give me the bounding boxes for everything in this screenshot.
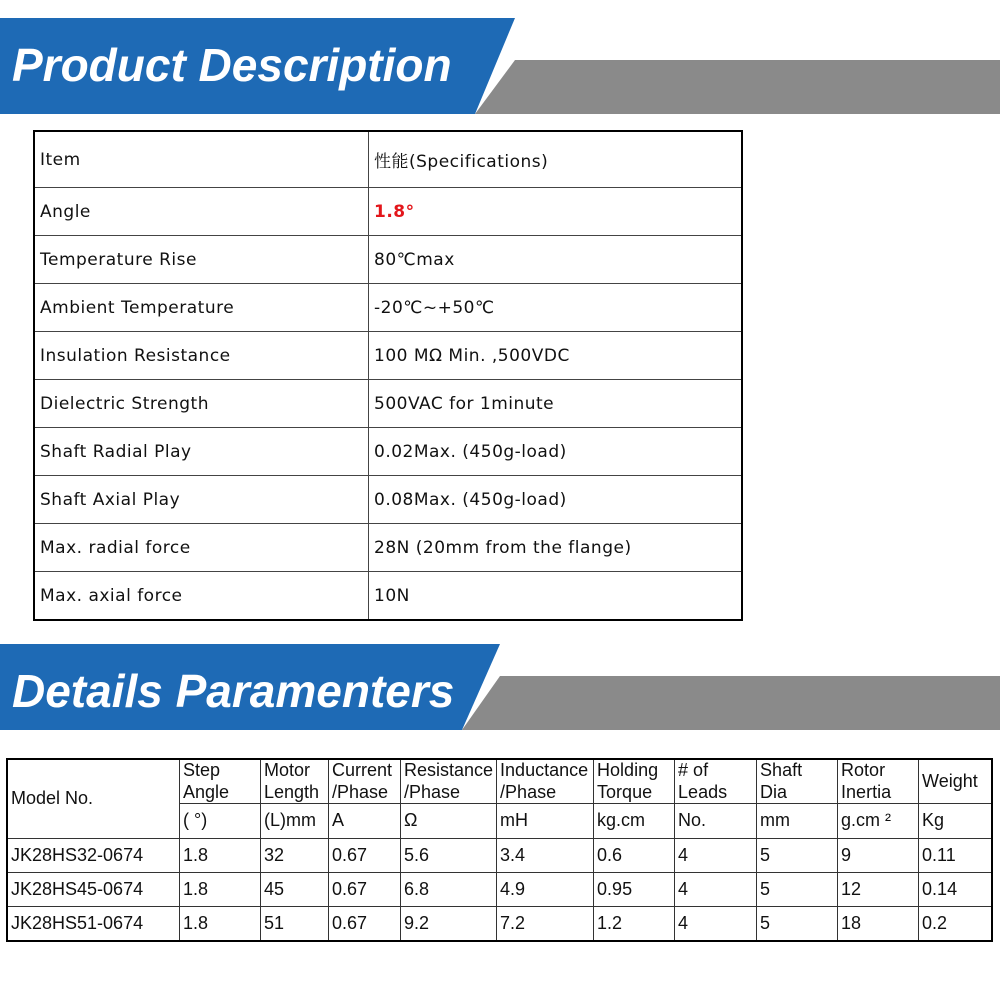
unit-cell: g.cm ² [838,804,919,839]
table-row [34,572,742,621]
value-cell: 0.95 [594,873,675,907]
spec-header-item: Item [34,131,369,188]
header-line1: Current [332,760,393,780]
model-header: Model No. [7,759,180,839]
value-cell: 1.8 [180,873,261,907]
header-line2: Inertia [841,781,892,802]
spec-value: 28N (20mm from the flange) [369,524,743,572]
value-cell: 5.6 [401,839,497,873]
header-line1: Step [183,760,221,780]
value-cell: 0.67 [329,907,401,942]
value-cell: 0.6 [594,839,675,873]
spec-item: Max. axial force [34,572,369,621]
unit-cell: No. [675,804,757,839]
spec-item: Temperature Rise [34,236,369,284]
value-cell: 51 [261,907,329,942]
value-cell: 5 [757,873,838,907]
spec-item: Ambient Temperature [34,284,369,332]
column-header [838,759,919,804]
spec-value: 10N [369,572,743,621]
spec-value: 1.8° [369,188,743,236]
header-line2: Length [264,781,320,802]
table-row [34,524,742,572]
value-cell: 4 [675,907,757,942]
value-cell: 32 [261,839,329,873]
column-header [497,759,594,804]
value-cell: 3.4 [497,839,594,873]
unit-cell: A [329,804,401,839]
unit-cell: Kg [919,804,992,839]
value-cell: 0.2 [919,907,992,942]
spec-item: Max. radial force [34,524,369,572]
details-table [6,758,993,942]
header-line1: Resistance [404,760,494,780]
table-row [34,284,742,332]
header-line1: Holding [597,760,659,780]
spec-item: Dielectric Strength [34,380,369,428]
model-cell: JK28HS45-0674 [7,873,180,907]
table-row [7,839,992,873]
value-cell: 9.2 [401,907,497,942]
value-cell: 0.11 [919,839,992,873]
spec-value: 0.08Max. (450g-load) [369,476,743,524]
spec-value: 100 MΩ Min. ,500VDC [369,332,743,380]
table-row [7,873,992,907]
value-cell: 0.14 [919,873,992,907]
value-cell: 5 [757,907,838,942]
spec-table [33,130,743,621]
value-cell: 4.9 [497,873,594,907]
column-header [401,759,497,804]
unit-cell: mm [757,804,838,839]
value-cell: 7.2 [497,907,594,942]
header-line2: Angle [183,781,230,802]
value-cell: 1.8 [180,907,261,942]
column-header [329,759,401,804]
value-cell: 18 [838,907,919,942]
model-cell: JK28HS32-0674 [7,839,180,873]
spec-header-row [34,131,742,188]
header-line1: Motor [264,760,311,780]
spec-header-spec: 性能(Specifications) [369,131,743,188]
header-line2: Leads [678,781,728,802]
spec-value: -20℃~+50℃ [369,284,743,332]
header-line2: /Phase [500,781,557,802]
value-cell: 6.8 [401,873,497,907]
value-cell: 4 [675,873,757,907]
header-line1: Inductance [500,760,589,780]
value-cell: 4 [675,839,757,873]
model-cell: JK28HS51-0674 [7,907,180,942]
value-cell: 0.67 [329,839,401,873]
unit-cell: kg.cm [594,804,675,839]
spec-item: Shaft Radial Play [34,428,369,476]
table-row [34,188,742,236]
value-cell: 12 [838,873,919,907]
column-header [261,759,329,804]
unit-cell: ( °) [180,804,261,839]
spec-item: Insulation Resistance [34,332,369,380]
unit-cell: mH [497,804,594,839]
unit-cell: Ω [401,804,497,839]
header-line1: # of [678,760,709,780]
header-line2: Torque [597,781,653,802]
table-row [34,476,742,524]
value-cell: 0.67 [329,873,401,907]
header-line2: /Phase [404,781,461,802]
header-line2: /Phase [332,781,389,802]
details-parameters-title: Details Paramenters [12,665,455,717]
table-row [7,907,992,942]
table-row [34,236,742,284]
spec-value: 80℃max [369,236,743,284]
header-line1: Rotor [841,760,886,780]
product-description-banner [0,18,1000,114]
column-header: Weight [919,759,992,804]
product-description-title: Product Description [12,39,452,91]
value-cell: 1.2 [594,907,675,942]
table-row [34,380,742,428]
details-parameters-banner [0,640,1000,736]
table-row [34,332,742,380]
value-cell: 9 [838,839,919,873]
spec-item: Shaft Axial Play [34,476,369,524]
column-header [594,759,675,804]
column-header [675,759,757,804]
column-header [180,759,261,804]
column-header: Shaft Dia [757,759,838,804]
value-cell: 45 [261,873,329,907]
table-row [34,428,742,476]
value-cell: 5 [757,839,838,873]
spec-value: 500VAC for 1minute [369,380,743,428]
unit-cell: (L)mm [261,804,329,839]
details-header-row [7,759,992,804]
spec-item: Angle [34,188,369,236]
spec-value: 0.02Max. (450g-load) [369,428,743,476]
value-cell: 1.8 [180,839,261,873]
